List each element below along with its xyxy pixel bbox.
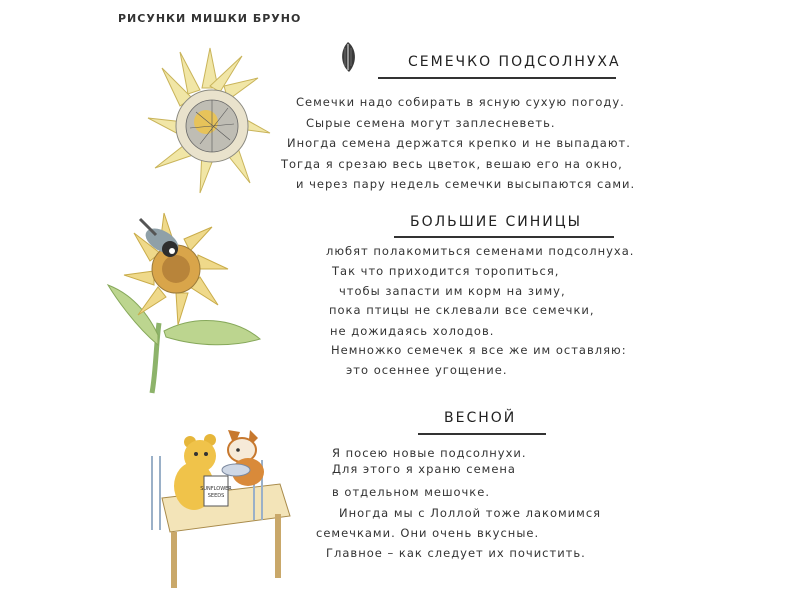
section-line: семечками. Они очень вкусные. — [316, 526, 540, 540]
titmouse-sunflower-icon — [104, 205, 264, 395]
section-line: любят полакомиться семенами подсолнуха. — [326, 244, 635, 258]
section-line: Я посею новые подсолнухи. — [332, 446, 527, 460]
section-line: это осеннее угощение. — [346, 363, 508, 377]
section-line: Семечки надо собирать в ясную сухую погоду. — [296, 95, 625, 109]
section-line: не дожидаясь холодов. — [330, 324, 495, 338]
section-line: и через пару недель семечки высыпаются сами. — [296, 177, 636, 191]
section-line: Иногда мы с Лоллой тоже лакомимся — [339, 506, 602, 520]
section-underline — [394, 236, 614, 238]
section-line: Немножко семечек я все же им оставляю: — [331, 343, 627, 357]
svg-text:SEEDS: SEEDS — [207, 493, 225, 499]
section-line: Главное – как следует их почистить. — [326, 546, 586, 560]
page-corner-title: РИСУНКИ МИШКИ БРУНО — [118, 12, 302, 25]
section-line: Тогда я срезаю весь цветок, вешаю его на окно, — [281, 157, 623, 171]
section-underline — [418, 433, 546, 435]
section-heading-birds: БОЛЬШИЕ СИНИЦЫ — [410, 214, 582, 230]
section-line: Так что приходится торопиться, — [332, 264, 560, 278]
sunflower-seed-icon — [336, 40, 360, 74]
section-line: в отдельном мешочке. — [332, 485, 490, 499]
section-line: Для этого я храню семена — [332, 462, 516, 476]
section-heading-seed: СЕМЕЧКО ПОДСОЛНУХА — [408, 54, 621, 70]
section-underline — [378, 77, 616, 79]
section-line: Иногда семена держатся крепко и не выпадают. — [287, 136, 631, 150]
section-heading-spring: ВЕСНОЙ — [444, 410, 517, 426]
svg-text:SUNFLOWER: SUNFLOWER — [200, 486, 232, 492]
section-line: чтобы запасти им корм на зиму, — [339, 284, 566, 298]
section-line: пока птицы не склевали все семечки, — [329, 303, 595, 317]
bear-and-dog-icon — [150, 420, 300, 590]
sunflower-head-icon — [140, 38, 280, 198]
section-line: Сырые семена могут заплесневеть. — [306, 116, 556, 130]
